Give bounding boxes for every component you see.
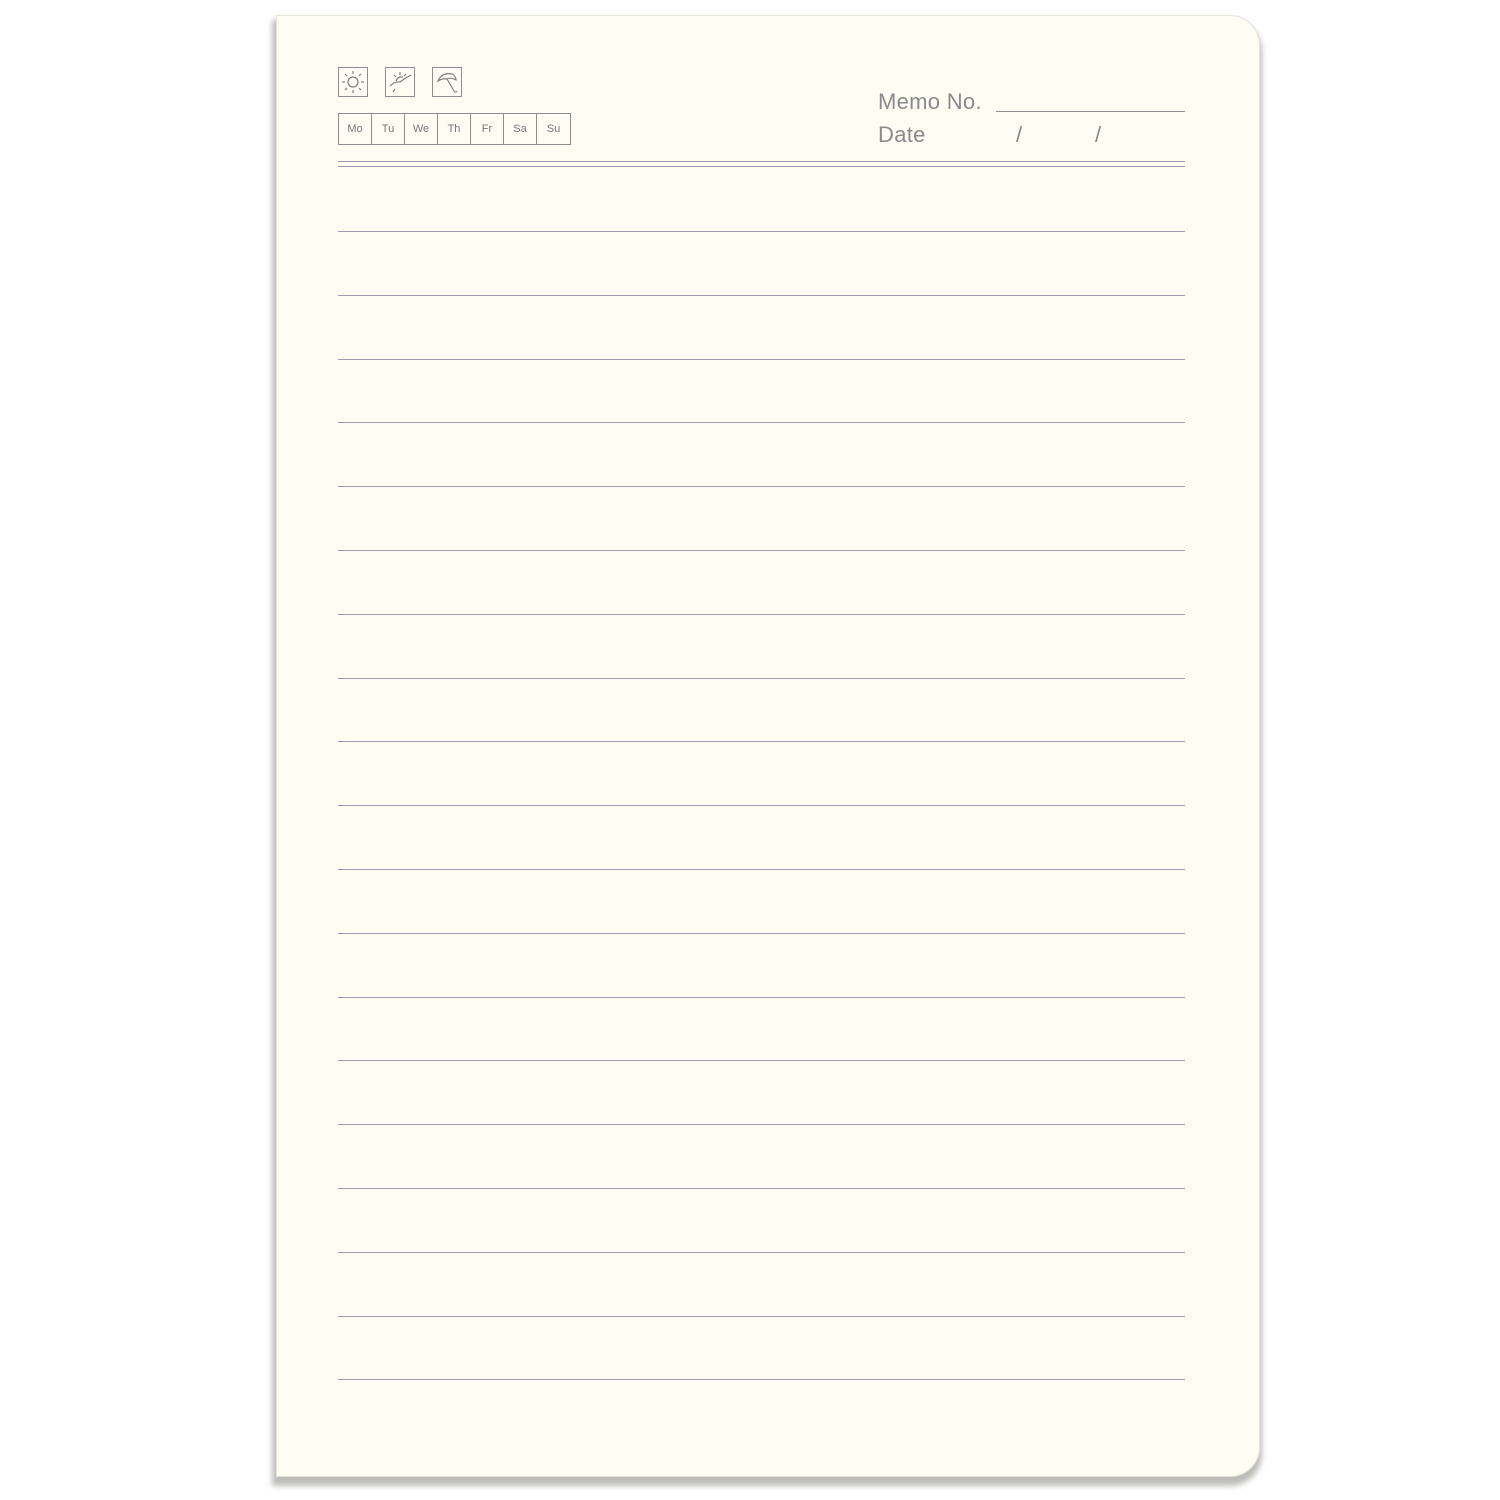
ruled-line <box>338 614 1185 615</box>
day-fr[interactable]: Fr <box>471 114 504 144</box>
ruled-line <box>338 359 1185 360</box>
date-label: Date <box>878 122 926 147</box>
ruled-line <box>338 550 1185 551</box>
memo-number-field[interactable] <box>996 111 1185 112</box>
header-rule <box>338 161 1185 162</box>
notebook-page <box>276 15 1260 1477</box>
ruled-line <box>338 869 1185 870</box>
ruled-line <box>338 805 1185 806</box>
weather-selector <box>338 67 462 97</box>
date-separator: / <box>1016 122 1023 147</box>
day-tu[interactable]: Tu <box>372 114 405 144</box>
header-rule <box>338 166 1185 167</box>
ruled-line <box>338 231 1185 232</box>
ruled-line <box>338 933 1185 934</box>
ruled-line <box>338 741 1185 742</box>
ruled-line <box>338 1316 1185 1317</box>
ruled-line <box>338 1188 1185 1189</box>
umbrella-icon[interactable] <box>432 67 462 97</box>
ruled-line <box>338 997 1185 998</box>
ruled-line <box>338 1252 1185 1253</box>
day-th[interactable]: Th <box>438 114 471 144</box>
ruled-line <box>338 422 1185 423</box>
weekday-selector <box>338 113 571 145</box>
memo-number-label: Memo No. <box>878 89 982 114</box>
day-we[interactable]: We <box>405 114 438 144</box>
day-sa[interactable]: Sa <box>504 114 537 144</box>
partly-cloudy-icon[interactable] <box>385 67 415 97</box>
ruled-line <box>338 486 1185 487</box>
day-su[interactable]: Su <box>546 123 561 135</box>
ruled-line <box>338 1379 1185 1380</box>
sun-icon[interactable] <box>338 67 368 97</box>
ruled-line <box>338 1124 1185 1125</box>
ruled-line <box>338 1060 1185 1061</box>
day-mo[interactable]: Mo <box>339 114 372 144</box>
date-separator: / <box>1095 122 1102 147</box>
ruled-line <box>338 295 1185 296</box>
ruled-line <box>338 678 1185 679</box>
